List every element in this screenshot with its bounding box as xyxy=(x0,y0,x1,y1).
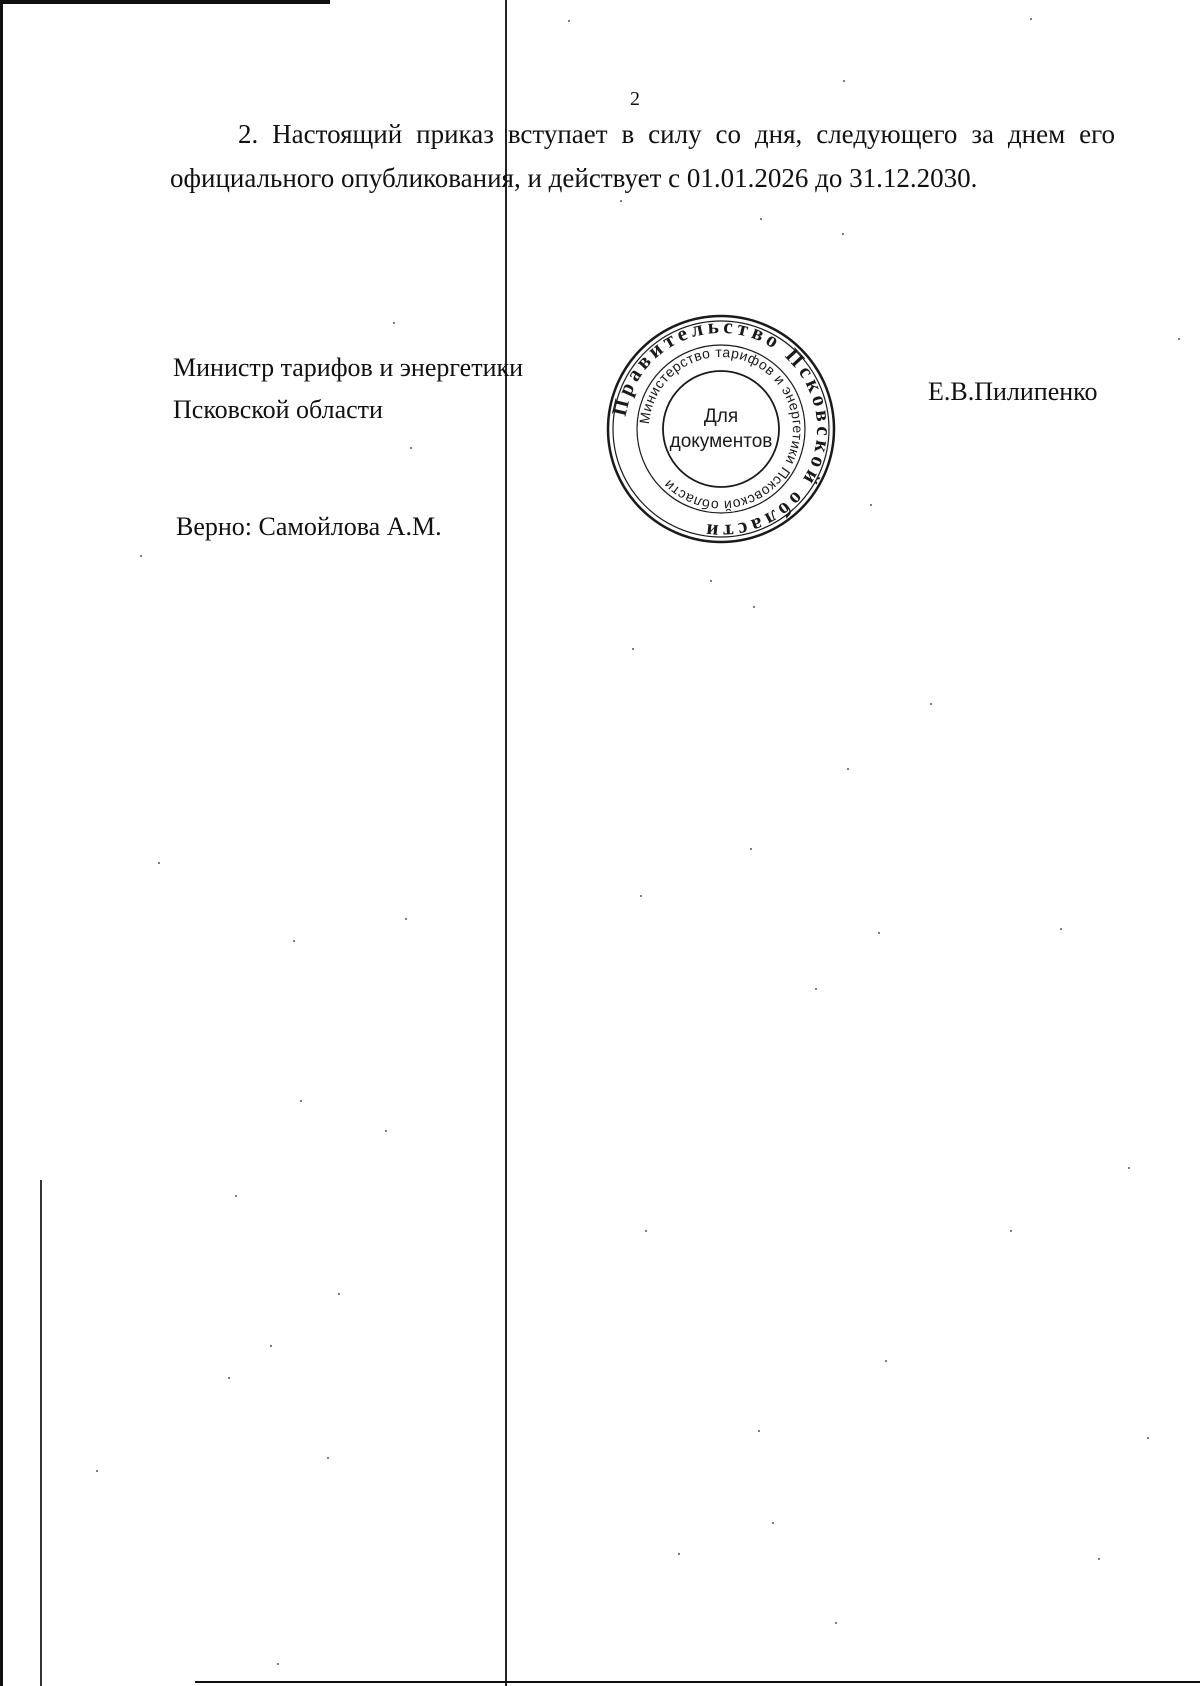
scan-speck xyxy=(870,504,872,506)
scan-speck xyxy=(277,1663,279,1665)
scan-top-edge xyxy=(0,0,330,4)
scan-speck xyxy=(1010,1230,1012,1232)
scan-speck xyxy=(1147,1437,1149,1439)
scan-speck xyxy=(270,1345,272,1347)
signer-title xyxy=(173,347,523,431)
scan-speck xyxy=(405,918,407,920)
scan-speck xyxy=(410,447,412,449)
order-paragraph-2: 2. Настоящий приказ вступает в силу со дня, следующего за днем его официального опубликования, и действует с 01.01.2026 до 31.12.2030. xyxy=(170,119,1115,193)
scan-speck xyxy=(158,862,160,864)
scan-speck xyxy=(1178,338,1180,340)
scan-speck xyxy=(885,1360,887,1362)
scan-speck xyxy=(1030,18,1032,20)
signer-title-line-1: Министр тарифов и энергетики xyxy=(173,353,524,382)
scan-vertical-line xyxy=(505,0,507,1686)
scan-bottom-edge xyxy=(195,1681,1200,1683)
seal-inner-text: Министерство тарифов и энергетики Псковской области xyxy=(636,343,807,515)
signer-title-line-2: Псковской области xyxy=(173,395,383,424)
seal-center-line-2: документов xyxy=(669,431,773,452)
scan-speck xyxy=(760,218,762,220)
scan-speck xyxy=(750,848,752,850)
scan-speck xyxy=(843,80,845,82)
scan-speck xyxy=(645,1230,647,1232)
scan-speck xyxy=(1060,928,1062,930)
scan-speck xyxy=(632,648,634,650)
scan-speck xyxy=(1128,1167,1130,1169)
scan-speck xyxy=(815,988,817,990)
scan-speck xyxy=(878,932,880,934)
scan-speck xyxy=(300,1100,302,1102)
scan-speck xyxy=(293,940,295,942)
scan-speck xyxy=(338,1293,340,1295)
scan-speck xyxy=(772,1522,774,1524)
seal-center-line-1: Для xyxy=(703,406,739,427)
scan-speck xyxy=(847,768,849,770)
scan-speck xyxy=(568,20,570,22)
scan-speck xyxy=(1098,1558,1100,1560)
scan-speck xyxy=(640,895,642,897)
scan-speck xyxy=(385,1130,387,1132)
page-number: 2 xyxy=(630,88,640,110)
scan-speck xyxy=(393,322,395,324)
scan-speck xyxy=(930,703,932,705)
scan-left-edge xyxy=(0,0,3,1686)
scan-speck xyxy=(140,555,142,557)
seal-outer-text: Правительство Псковской области xyxy=(606,313,837,545)
scan-speck xyxy=(620,200,622,202)
scan-speck xyxy=(710,580,712,582)
signer-name: Е.В.Пилипенко xyxy=(928,377,1098,406)
official-seal xyxy=(605,313,837,545)
scan-speck xyxy=(228,1377,230,1379)
scan-speck xyxy=(327,1457,329,1459)
scan-speck xyxy=(842,233,844,235)
scan-speck xyxy=(96,1470,98,1472)
scan-speck xyxy=(235,1195,237,1197)
scan-speck xyxy=(753,606,755,608)
scan-left-inner-edge xyxy=(40,1180,42,1686)
scan-speck xyxy=(678,1553,680,1555)
scan-speck xyxy=(835,1622,837,1624)
scan-speck xyxy=(758,1430,760,1432)
certified-by: Верно: Самойлова А.М. xyxy=(176,512,442,541)
